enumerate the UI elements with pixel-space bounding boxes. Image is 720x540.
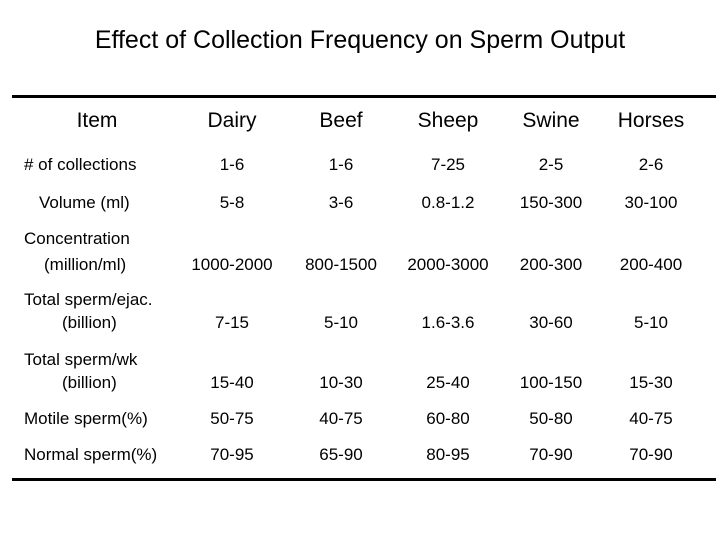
cell-horses: 2-6	[638, 155, 664, 174]
cell-beef: 1-6	[328, 155, 354, 174]
cell-sheep: 80-95	[426, 445, 470, 464]
cell-horses: 30-100	[624, 193, 678, 212]
cell-dairy: 5-8	[219, 193, 245, 212]
cell-swine: 30-60	[529, 313, 573, 332]
row-label: Total sperm/ejac.	[24, 290, 153, 309]
cell-sheep: 60-80	[426, 409, 470, 428]
cell-sheep: 7-25	[430, 155, 466, 174]
cell-beef: 3-6	[328, 193, 354, 212]
row-label-unit: (million/ml)	[44, 255, 127, 274]
cell-swine: 150-300	[519, 193, 583, 212]
row-label-unit: (billion)	[62, 313, 117, 332]
row-label: # of collections	[24, 155, 137, 174]
cell-horses: 200-400	[619, 255, 683, 274]
row-label: Volume (ml)	[39, 193, 130, 212]
row-label: Motile sperm(%)	[24, 409, 148, 428]
cell-beef: 800-1500	[305, 255, 377, 274]
cell-swine: 200-300	[519, 255, 583, 274]
cell-swine: 100-150	[519, 373, 583, 392]
table-top-rule	[12, 95, 716, 98]
cell-sheep: 25-40	[426, 373, 470, 392]
cell-beef: 65-90	[319, 445, 363, 464]
cell-sheep: 2000-3000	[407, 255, 489, 274]
cell-beef: 40-75	[319, 409, 363, 428]
cell-dairy: 50-75	[210, 409, 254, 428]
header-horses: Horses	[617, 109, 685, 132]
row-label: Normal sperm(%)	[24, 445, 158, 464]
cell-horses: 15-30	[629, 373, 673, 392]
cell-sheep: 1.6-3.6	[421, 313, 475, 332]
cell-beef: 10-30	[319, 373, 363, 392]
cell-horses: 5-10	[633, 313, 669, 332]
cell-swine: 50-80	[529, 409, 573, 428]
header-item: Item	[76, 109, 118, 132]
cell-swine: 70-90	[529, 445, 573, 464]
cell-dairy: 70-95	[210, 445, 254, 464]
header-dairy: Dairy	[207, 109, 257, 132]
row-label-unit: (billion)	[62, 373, 117, 392]
cell-dairy: 15-40	[210, 373, 254, 392]
page-title: Effect of Collection Frequency on Sperm Output	[94, 26, 626, 54]
cell-horses: 40-75	[629, 409, 673, 428]
header-beef: Beef	[319, 109, 363, 132]
cell-swine: 2-5	[538, 155, 564, 174]
cell-beef: 5-10	[323, 313, 359, 332]
cell-dairy: 7-15	[214, 313, 250, 332]
cell-dairy: 1000-2000	[191, 255, 273, 274]
table-bottom-rule	[12, 478, 716, 481]
header-swine: Swine	[522, 109, 580, 132]
cell-sheep: 0.8-1.2	[421, 193, 475, 212]
cell-dairy: 1-6	[219, 155, 245, 174]
cell-horses: 70-90	[629, 445, 673, 464]
row-label: Total sperm/wk	[24, 350, 138, 369]
row-label: Concentration	[24, 229, 130, 248]
header-sheep: Sheep	[417, 109, 479, 132]
